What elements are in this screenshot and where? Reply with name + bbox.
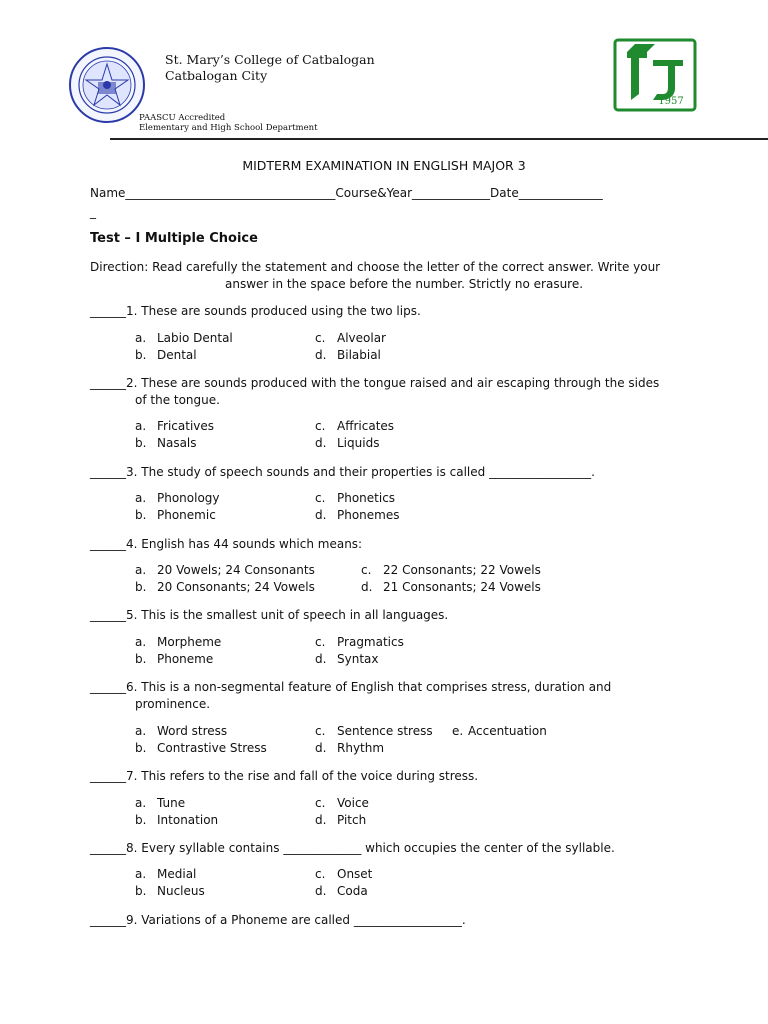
option-4-a <box>135 563 315 577</box>
option-3-c <box>315 491 395 505</box>
option-letter: a. <box>135 563 147 577</box>
anniversary-logo <box>613 38 697 112</box>
option-letter: a. <box>135 867 147 881</box>
option-label: Morpheme <box>157 635 222 649</box>
option-letter: a. <box>135 331 147 345</box>
option-letter: c. <box>315 796 326 810</box>
option-label: Phoneme <box>157 652 214 666</box>
option-3-d <box>315 508 400 522</box>
option-letter: b. <box>135 436 147 450</box>
option-letter: c. <box>315 331 326 345</box>
option-label: Tune <box>157 796 186 810</box>
option-6-e <box>452 724 547 738</box>
question-text: ______6. This is a non-segmental feature of English that comprises stress, duration and <box>90 680 612 694</box>
question-text: ______3. The study of speech sounds and their properties is called _________________. <box>90 465 595 479</box>
option-label: Affricates <box>337 419 395 433</box>
option-4-b <box>135 580 315 594</box>
option-label: Phonemes <box>337 508 400 522</box>
test-heading: Test – I Multiple Choice <box>90 231 258 246</box>
option-6-a <box>135 724 227 738</box>
option-8-c <box>315 867 372 881</box>
option-letter: d. <box>315 348 327 362</box>
option-label: Phonology <box>157 491 220 505</box>
option-label: Rhythm <box>337 741 385 755</box>
option-label: Phonetics <box>337 491 396 505</box>
question-5 <box>90 607 680 624</box>
option-letter: c. <box>315 867 326 881</box>
option-label: Coda <box>337 884 368 898</box>
header-divider <box>110 138 768 140</box>
option-letter: d. <box>315 436 327 450</box>
name-line-tail: _ <box>90 205 96 219</box>
option-letter: c. <box>361 563 372 577</box>
option-label: Onset <box>337 867 373 881</box>
option-2-c <box>315 419 394 433</box>
option-label: Fricatives <box>157 419 215 433</box>
option-label: Contrastive Stress <box>157 741 267 755</box>
name-course-date-line: Name___________________________________Course&Year_____________Date______________ <box>90 186 603 200</box>
option-letter: a. <box>135 419 147 433</box>
question-6 <box>90 679 680 713</box>
option-letter: b. <box>135 652 147 666</box>
option-label: Medial <box>157 867 197 881</box>
department-text: Elementary and High School Department <box>139 123 318 133</box>
question-1 <box>90 303 680 320</box>
option-label: Accentuation <box>468 724 547 738</box>
school-city: Catbalogan City <box>165 68 268 83</box>
question-4 <box>90 536 680 553</box>
option-3-b <box>135 508 216 522</box>
option-label: Voice <box>337 796 369 810</box>
option-letter: c. <box>315 635 326 649</box>
exam-title: MIDTERM EXAMINATION IN ENGLISH MAJOR 3 <box>242 158 526 173</box>
option-label: Dental <box>157 348 197 362</box>
question-8 <box>90 840 680 857</box>
school-name: St. Mary’s College of Catbalogan <box>165 52 375 67</box>
option-letter: b. <box>135 884 147 898</box>
option-letter: c. <box>315 491 326 505</box>
option-7-a <box>135 796 185 810</box>
direction-line-2: answer in the space before the number. Strictly no erasure. <box>225 277 584 291</box>
option-5-c <box>315 635 404 649</box>
option-letter: a. <box>135 491 147 505</box>
option-letter: d. <box>315 884 327 898</box>
option-letter: b. <box>135 348 147 362</box>
option-letter: e. <box>452 724 464 738</box>
option-1-a <box>135 331 233 345</box>
option-8-d <box>315 884 368 898</box>
option-letter: b. <box>135 813 147 827</box>
school-seal-logo <box>68 46 146 124</box>
question-text: ______2. These are sounds produced with the tongue raised and air escaping through the sides <box>90 376 660 390</box>
option-label: Liquids <box>337 436 380 450</box>
option-5-d <box>315 652 378 666</box>
option-4-c <box>361 563 541 577</box>
option-2-a <box>135 419 214 433</box>
option-label: Intonation <box>157 813 219 827</box>
option-5-b <box>135 652 213 666</box>
option-label: Phonemic <box>157 508 216 522</box>
option-8-a <box>135 867 196 881</box>
question-text: ______1. These are sounds produced using the two lips. <box>90 304 421 318</box>
option-1-b <box>135 348 197 362</box>
option-7-c <box>315 796 369 810</box>
accreditation-text: PAASCU Accredited <box>139 113 226 123</box>
option-1-c <box>315 331 386 345</box>
option-letter: c. <box>315 419 326 433</box>
option-letter: a. <box>135 724 147 738</box>
option-letter: d. <box>315 813 327 827</box>
option-label: 20 Consonants; 24 Vowels <box>157 580 315 594</box>
option-letter: d. <box>315 508 327 522</box>
option-letter: b. <box>135 580 147 594</box>
option-label: Nasals <box>157 436 197 450</box>
option-label: Nucleus <box>157 884 205 898</box>
question-7 <box>90 768 680 785</box>
option-6-d <box>315 741 384 755</box>
option-letter: b. <box>135 741 147 755</box>
direction-line-1: Direction: Read carefully the statement and choose the letter of the correct answer. Write your <box>90 260 661 274</box>
option-letter: d. <box>361 580 373 594</box>
question-9 <box>90 912 680 929</box>
question-2 <box>90 375 680 409</box>
option-2-b <box>135 436 197 450</box>
option-letter: b. <box>135 508 147 522</box>
option-letter: d. <box>315 652 327 666</box>
option-4-d <box>361 580 541 594</box>
question-text: ______7. This refers to the rise and fall of the voice during stress. <box>90 769 479 783</box>
option-letter: c. <box>315 724 326 738</box>
option-5-a <box>135 635 221 649</box>
logo-year: 1957 <box>658 96 684 107</box>
option-1-d <box>315 348 381 362</box>
question-text: ______8. Every syllable contains _____________ which occupies the center of the syllable. <box>90 841 615 855</box>
option-label: 21 Consonants; 24 Vowels <box>383 580 541 594</box>
option-2-d <box>315 436 379 450</box>
option-label: Pragmatics <box>337 635 404 649</box>
option-letter: a. <box>135 796 147 810</box>
option-label: Sentence stress <box>337 724 433 738</box>
option-3-a <box>135 491 220 505</box>
option-label: Alveolar <box>337 331 386 345</box>
option-8-b <box>135 884 205 898</box>
question-text: ______4. English has 44 sounds which means: <box>90 537 363 551</box>
question-3 <box>90 464 680 481</box>
option-label: 20 Vowels; 24 Consonants <box>157 563 315 577</box>
option-label: Syntax <box>337 652 379 666</box>
option-label: Labio Dental <box>157 331 233 345</box>
question-text-continued: prominence. <box>135 697 211 711</box>
option-label: 22 Consonants; 22 Vowels <box>383 563 541 577</box>
option-letter: d. <box>315 741 327 755</box>
option-6-c <box>315 724 433 738</box>
option-7-b <box>135 813 218 827</box>
direction-text <box>90 259 680 293</box>
option-label: Bilabial <box>337 348 381 362</box>
question-text: ______5. This is the smallest unit of speech in all languages. <box>90 608 449 622</box>
option-label: Pitch <box>337 813 367 827</box>
question-text: ______9. Variations of a Phoneme are called __________________. <box>90 913 466 927</box>
option-letter: a. <box>135 635 147 649</box>
option-7-d <box>315 813 366 827</box>
option-6-b <box>135 741 267 755</box>
question-text-continued: of the tongue. <box>135 393 220 407</box>
option-label: Word stress <box>157 724 228 738</box>
